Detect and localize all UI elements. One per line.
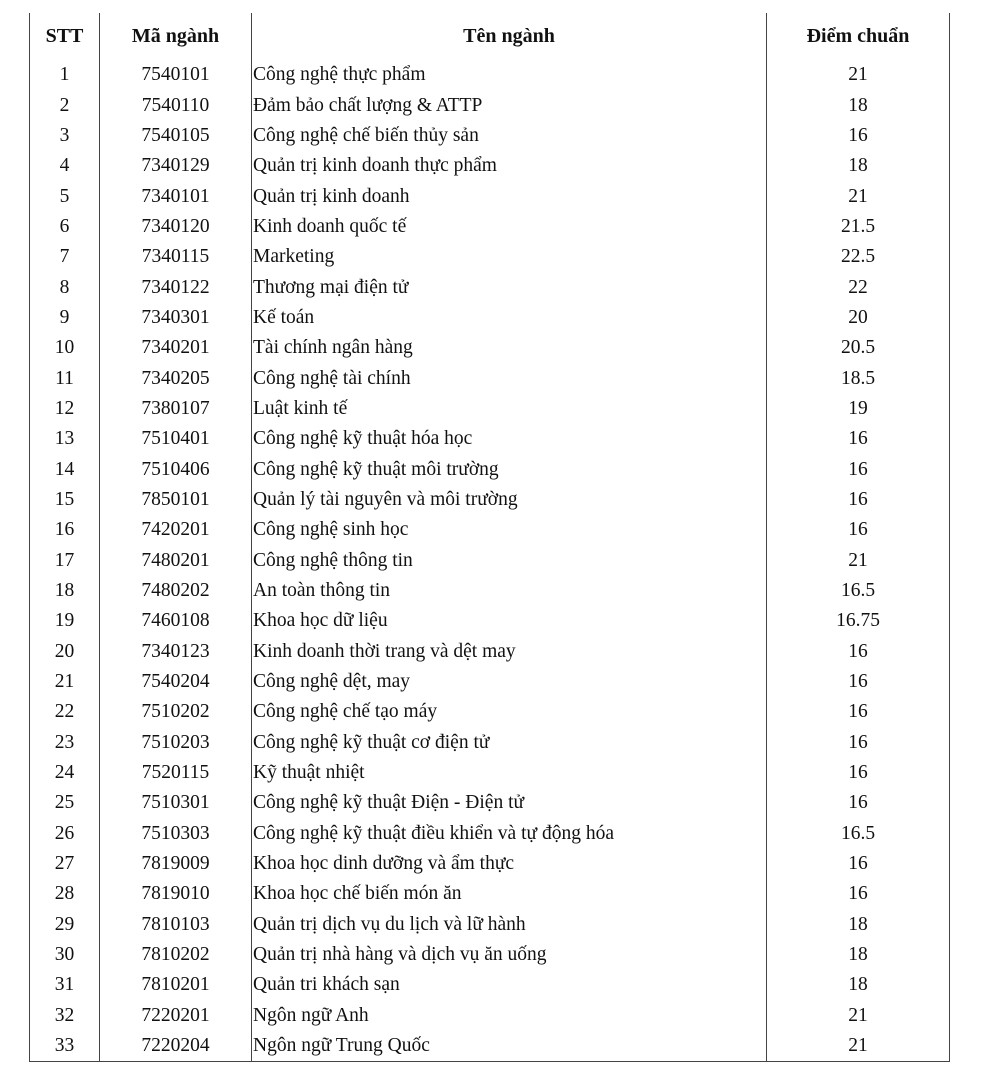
cell-major-code: 7420201: [100, 515, 252, 545]
table-header-row: [30, 13, 950, 60]
cell-major-name: Luật kinh tế: [252, 394, 767, 424]
cell-cutoff-score: 20.5: [767, 333, 950, 363]
cell-major-name: Công nghệ kỹ thuật hóa học: [252, 424, 767, 454]
cell-stt: 8: [30, 272, 100, 302]
cell-stt: 9: [30, 303, 100, 333]
table-row: [30, 910, 950, 940]
cell-major-name: Công nghệ tài chính: [252, 363, 767, 393]
cell-stt: 25: [30, 788, 100, 818]
table-body: [30, 60, 950, 1062]
cell-stt: 1: [30, 60, 100, 90]
cell-major-name: Công nghệ thực phẩm: [252, 60, 767, 90]
table-row: [30, 697, 950, 727]
cell-cutoff-score: 16: [767, 424, 950, 454]
cell-stt: 10: [30, 333, 100, 363]
table-row: [30, 728, 950, 758]
cell-stt: 5: [30, 181, 100, 211]
cell-major-code: 7540204: [100, 667, 252, 697]
cell-cutoff-score: 18: [767, 940, 950, 970]
header-major-code: Mã ngành: [100, 13, 252, 60]
cell-stt: 16: [30, 515, 100, 545]
table-row: [30, 940, 950, 970]
cell-cutoff-score: 18: [767, 970, 950, 1000]
cell-major-code: 7460108: [100, 606, 252, 636]
table-row: [30, 212, 950, 242]
table-row: [30, 849, 950, 879]
cell-major-code: 7510301: [100, 788, 252, 818]
cell-major-name: Quản trị kinh doanh: [252, 181, 767, 211]
cell-major-name: Đảm bảo chất lượng & ATTP: [252, 90, 767, 120]
cell-cutoff-score: 16: [767, 454, 950, 484]
table-row: [30, 333, 950, 363]
cell-cutoff-score: 16.5: [767, 576, 950, 606]
cell-major-code: 7340301: [100, 303, 252, 333]
cell-major-code: 7510406: [100, 454, 252, 484]
admission-score-table: [29, 13, 950, 1062]
cell-stt: 11: [30, 363, 100, 393]
table-row: [30, 819, 950, 849]
cell-cutoff-score: 20: [767, 303, 950, 333]
table-row: [30, 181, 950, 211]
cell-major-name: Quản trị nhà hàng và dịch vụ ăn uống: [252, 940, 767, 970]
cell-cutoff-score: 16.5: [767, 819, 950, 849]
cell-cutoff-score: 16: [767, 849, 950, 879]
table-row: [30, 788, 950, 818]
cell-major-name: Khoa học dinh dưỡng và ẩm thực: [252, 849, 767, 879]
table-row: [30, 90, 950, 120]
cell-major-code: 7220201: [100, 1001, 252, 1031]
cell-major-code: 7340101: [100, 181, 252, 211]
cell-stt: 7: [30, 242, 100, 272]
cell-stt: 32: [30, 1001, 100, 1031]
cell-major-name: Thương mại điện tử: [252, 272, 767, 302]
table-row: [30, 758, 950, 788]
cell-stt: 15: [30, 485, 100, 515]
cell-stt: 18: [30, 576, 100, 606]
cell-major-code: 7480201: [100, 546, 252, 576]
admission-score-table-container: [29, 13, 949, 1062]
cell-major-name: Khoa học chế biến món ăn: [252, 879, 767, 909]
cell-cutoff-score: 16: [767, 121, 950, 151]
cell-stt: 4: [30, 151, 100, 181]
cell-major-name: An toàn thông tin: [252, 576, 767, 606]
cell-stt: 26: [30, 819, 100, 849]
table-row: [30, 454, 950, 484]
table-row: [30, 424, 950, 454]
cell-major-code: 7380107: [100, 394, 252, 424]
cell-cutoff-score: 21.5: [767, 212, 950, 242]
table-row: [30, 394, 950, 424]
table-row: [30, 970, 950, 1000]
cell-major-name: Công nghệ sinh học: [252, 515, 767, 545]
cell-major-code: 7540101: [100, 60, 252, 90]
cell-stt: 3: [30, 121, 100, 151]
header-major-name: Tên ngành: [252, 13, 767, 60]
cell-cutoff-score: 21: [767, 60, 950, 90]
table-row: [30, 1001, 950, 1031]
cell-cutoff-score: 16: [767, 637, 950, 667]
table-row: [30, 576, 950, 606]
cell-major-name: Kinh doanh quốc tế: [252, 212, 767, 242]
cell-cutoff-score: 22: [767, 272, 950, 302]
table-row: [30, 485, 950, 515]
cell-major-name: Marketing: [252, 242, 767, 272]
cell-major-code: 7480202: [100, 576, 252, 606]
cell-cutoff-score: 16: [767, 697, 950, 727]
table-row: [30, 546, 950, 576]
table-row: [30, 879, 950, 909]
cell-stt: 29: [30, 910, 100, 940]
cell-major-name: Quản lý tài nguyên và môi trường: [252, 485, 767, 515]
cell-stt: 23: [30, 728, 100, 758]
cell-cutoff-score: 16: [767, 728, 950, 758]
cell-major-name: Công nghệ kỹ thuật điều khiển và tự động hóa: [252, 819, 767, 849]
cell-major-name: Quản tri khách sạn: [252, 970, 767, 1000]
cell-stt: 14: [30, 454, 100, 484]
cell-stt: 20: [30, 637, 100, 667]
cell-cutoff-score: 16: [767, 485, 950, 515]
cell-major-code: 7540110: [100, 90, 252, 120]
cell-major-code: 7850101: [100, 485, 252, 515]
cell-major-code: 7510202: [100, 697, 252, 727]
table-row: [30, 606, 950, 636]
cell-major-name: Quản trị kinh doanh thực phẩm: [252, 151, 767, 181]
cell-major-code: 7510203: [100, 728, 252, 758]
cell-stt: 22: [30, 697, 100, 727]
cell-cutoff-score: 18.5: [767, 363, 950, 393]
cell-stt: 33: [30, 1031, 100, 1062]
cell-major-code: 7340123: [100, 637, 252, 667]
cell-major-name: Kỹ thuật nhiệt: [252, 758, 767, 788]
table-row: [30, 1031, 950, 1062]
cell-stt: 13: [30, 424, 100, 454]
cell-stt: 27: [30, 849, 100, 879]
cell-major-code: 7819009: [100, 849, 252, 879]
cell-stt: 24: [30, 758, 100, 788]
cell-major-name: Công nghệ dệt, may: [252, 667, 767, 697]
cell-cutoff-score: 19: [767, 394, 950, 424]
cell-stt: 2: [30, 90, 100, 120]
cell-major-code: 7810202: [100, 940, 252, 970]
cell-cutoff-score: 18: [767, 910, 950, 940]
cell-cutoff-score: 16: [767, 758, 950, 788]
cell-major-code: 7540105: [100, 121, 252, 151]
cell-major-name: Công nghệ chế biến thủy sản: [252, 121, 767, 151]
cell-cutoff-score: 18: [767, 151, 950, 181]
cell-major-name: Kế toán: [252, 303, 767, 333]
cell-cutoff-score: 16: [767, 879, 950, 909]
cell-stt: 21: [30, 667, 100, 697]
cell-major-code: 7340201: [100, 333, 252, 363]
cell-major-code: 7520115: [100, 758, 252, 788]
cell-major-code: 7340205: [100, 363, 252, 393]
cell-major-name: Công nghệ kỹ thuật cơ điện tử: [252, 728, 767, 758]
header-cutoff-score: Điểm chuẩn: [767, 13, 950, 60]
cell-major-code: 7810201: [100, 970, 252, 1000]
cell-major-code: 7819010: [100, 879, 252, 909]
cell-stt: 30: [30, 940, 100, 970]
table-row: [30, 637, 950, 667]
cell-major-name: Khoa học dữ liệu: [252, 606, 767, 636]
cell-major-code: 7810103: [100, 910, 252, 940]
cell-major-code: 7340129: [100, 151, 252, 181]
cell-stt: 12: [30, 394, 100, 424]
cell-major-name: Kinh doanh thời trang và dệt may: [252, 637, 767, 667]
cell-cutoff-score: 21: [767, 1031, 950, 1062]
cell-major-name: Công nghệ thông tin: [252, 546, 767, 576]
cell-major-code: 7510303: [100, 819, 252, 849]
table-row: [30, 363, 950, 393]
cell-cutoff-score: 18: [767, 90, 950, 120]
cell-major-name: Công nghệ kỹ thuật môi trường: [252, 454, 767, 484]
cell-cutoff-score: 21: [767, 1001, 950, 1031]
cell-major-code: 7510401: [100, 424, 252, 454]
cell-stt: 19: [30, 606, 100, 636]
cell-major-name: Công nghệ kỹ thuật Điện - Điện tử: [252, 788, 767, 818]
table-row: [30, 121, 950, 151]
cell-stt: 28: [30, 879, 100, 909]
cell-cutoff-score: 21: [767, 181, 950, 211]
header-stt: STT: [30, 13, 100, 60]
cell-cutoff-score: 21: [767, 546, 950, 576]
cell-major-code: 7340115: [100, 242, 252, 272]
table-row: [30, 60, 950, 90]
table-row: [30, 272, 950, 302]
cell-major-name: Quản trị dịch vụ du lịch và lữ hành: [252, 910, 767, 940]
cell-stt: 6: [30, 212, 100, 242]
cell-cutoff-score: 22.5: [767, 242, 950, 272]
cell-cutoff-score: 16: [767, 788, 950, 818]
table-row: [30, 242, 950, 272]
cell-major-name: Công nghệ chế tạo máy: [252, 697, 767, 727]
table-row: [30, 667, 950, 697]
table-row: [30, 151, 950, 181]
cell-stt: 17: [30, 546, 100, 576]
table-row: [30, 515, 950, 545]
cell-major-name: Ngôn ngữ Trung Quốc: [252, 1031, 767, 1062]
cell-major-code: 7220204: [100, 1031, 252, 1062]
cell-major-name: Ngôn ngữ Anh: [252, 1001, 767, 1031]
cell-stt: 31: [30, 970, 100, 1000]
table-row: [30, 303, 950, 333]
cell-cutoff-score: 16: [767, 667, 950, 697]
cell-cutoff-score: 16: [767, 515, 950, 545]
cell-cutoff-score: 16.75: [767, 606, 950, 636]
cell-major-code: 7340120: [100, 212, 252, 242]
cell-major-name: Tài chính ngân hàng: [252, 333, 767, 363]
cell-major-code: 7340122: [100, 272, 252, 302]
